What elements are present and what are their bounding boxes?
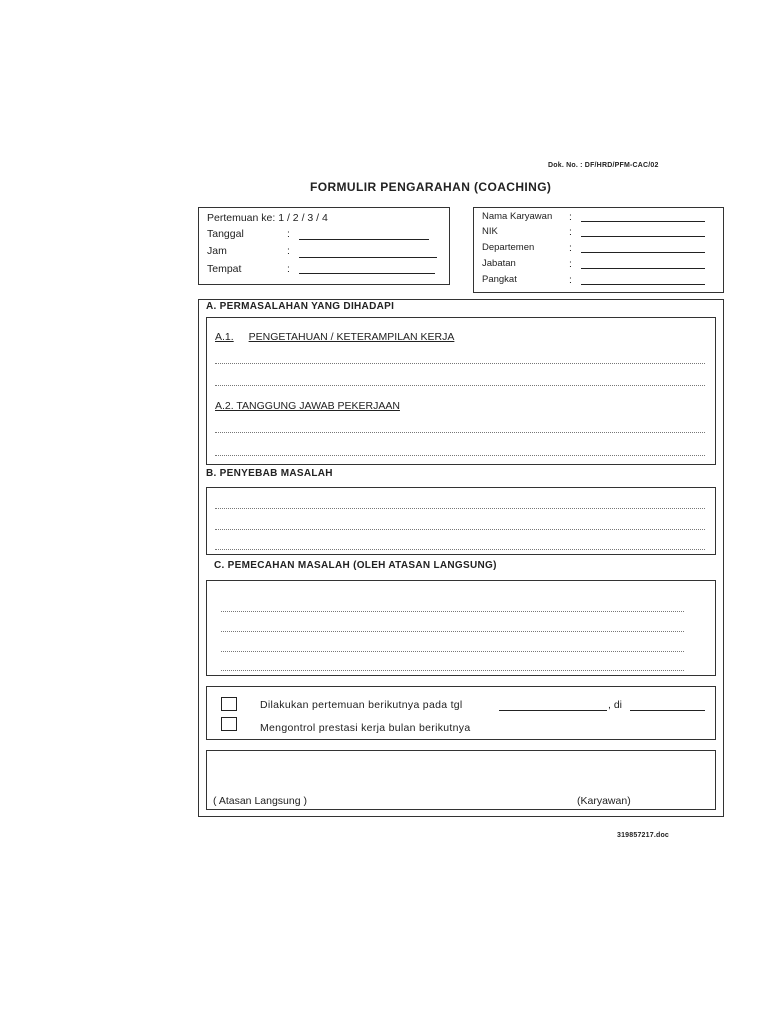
nik-colon: : <box>569 226 572 238</box>
section-b-heading: B. PENYEBAB MASALAH <box>206 468 333 479</box>
tanggal-label: Tanggal <box>207 228 244 240</box>
nama-colon: : <box>569 211 572 223</box>
signature-atasan-label: ( Atasan Langsung ) <box>213 795 307 807</box>
pertemuan-options[interactable]: 1 / 2 / 3 / 4 <box>278 212 328 224</box>
next-meeting-text: Dilakukan pertemuan berikutnya pada tgl <box>260 699 463 711</box>
jabatan-field[interactable] <box>581 268 705 269</box>
nama-karyawan-label: Nama Karyawan <box>482 211 553 222</box>
c-answer-line[interactable] <box>221 631 684 632</box>
performance-control-text: Mengontrol prestasi kerja bulan berikutnya <box>260 722 471 734</box>
meeting-info-box <box>198 207 450 285</box>
b-answer-line[interactable] <box>215 529 705 530</box>
c-answer-line[interactable] <box>221 611 684 612</box>
next-meeting-place-field[interactable] <box>630 710 705 711</box>
tanggal-field[interactable] <box>299 239 429 240</box>
nama-karyawan-field[interactable] <box>581 221 705 222</box>
a2-answer-line[interactable] <box>215 432 705 433</box>
c-answer-line[interactable] <box>221 651 684 652</box>
signature-karyawan-label: (Karyawan) <box>577 795 631 807</box>
a2-answer-line[interactable] <box>215 455 705 456</box>
nik-label: NIK <box>482 226 498 237</box>
section-c-box <box>206 580 716 676</box>
section-a-heading: A. PERMASALAHAN YANG DIHADAPI <box>206 301 395 312</box>
jam-field[interactable] <box>299 257 437 258</box>
a1-number: A.1. <box>215 331 234 343</box>
document-number: Dok. No. : DF/HRD/PFM-CAC/02 <box>548 162 659 169</box>
c-answer-line[interactable] <box>221 670 684 671</box>
pertemuan-label: Pertemuan ke: <box>207 212 276 224</box>
b-answer-line[interactable] <box>215 508 705 509</box>
pangkat-label: Pangkat <box>482 274 517 285</box>
pertemuan-row <box>207 212 328 224</box>
pangkat-colon: : <box>569 274 572 286</box>
page-title: FORMULIR PENGARAHAN (COACHING) <box>310 180 552 194</box>
tempat-colon: : <box>287 263 290 275</box>
next-meeting-date-field[interactable] <box>499 710 607 711</box>
section-b-box <box>206 487 716 555</box>
departemen-label: Departemen <box>482 242 535 253</box>
b-answer-line[interactable] <box>215 549 705 550</box>
footer-file-code: 319857217.doc <box>617 832 670 839</box>
performance-control-checkbox[interactable] <box>221 717 237 731</box>
a1-title: PENGETAHUAN / KETERAMPILAN KERJA <box>248 331 455 343</box>
tanggal-colon: : <box>287 228 290 240</box>
tempat-field[interactable] <box>299 273 435 274</box>
jam-colon: : <box>287 245 290 257</box>
section-c-heading: C. PEMECAHAN MASALAH (OLEH ATASAN LANGSUNG) <box>214 560 497 571</box>
nik-field[interactable] <box>581 236 705 237</box>
tempat-label: Tempat <box>207 263 242 275</box>
next-meeting-checkbox[interactable] <box>221 697 237 711</box>
jam-label: Jam <box>207 245 227 257</box>
departemen-field[interactable] <box>581 252 705 253</box>
departemen-colon: : <box>569 242 572 254</box>
a1-answer-line[interactable] <box>215 385 705 386</box>
a1-answer-line[interactable] <box>215 363 705 364</box>
next-meeting-di-label: , di <box>608 699 623 711</box>
jabatan-label: Jabatan <box>482 258 516 269</box>
pangkat-field[interactable] <box>581 284 705 285</box>
jabatan-colon: : <box>569 258 572 270</box>
a2-heading: A.2. TANGGUNG JAWAB PEKERJAAN <box>215 400 400 412</box>
a1-heading <box>215 331 454 343</box>
employee-info-box <box>473 207 724 293</box>
